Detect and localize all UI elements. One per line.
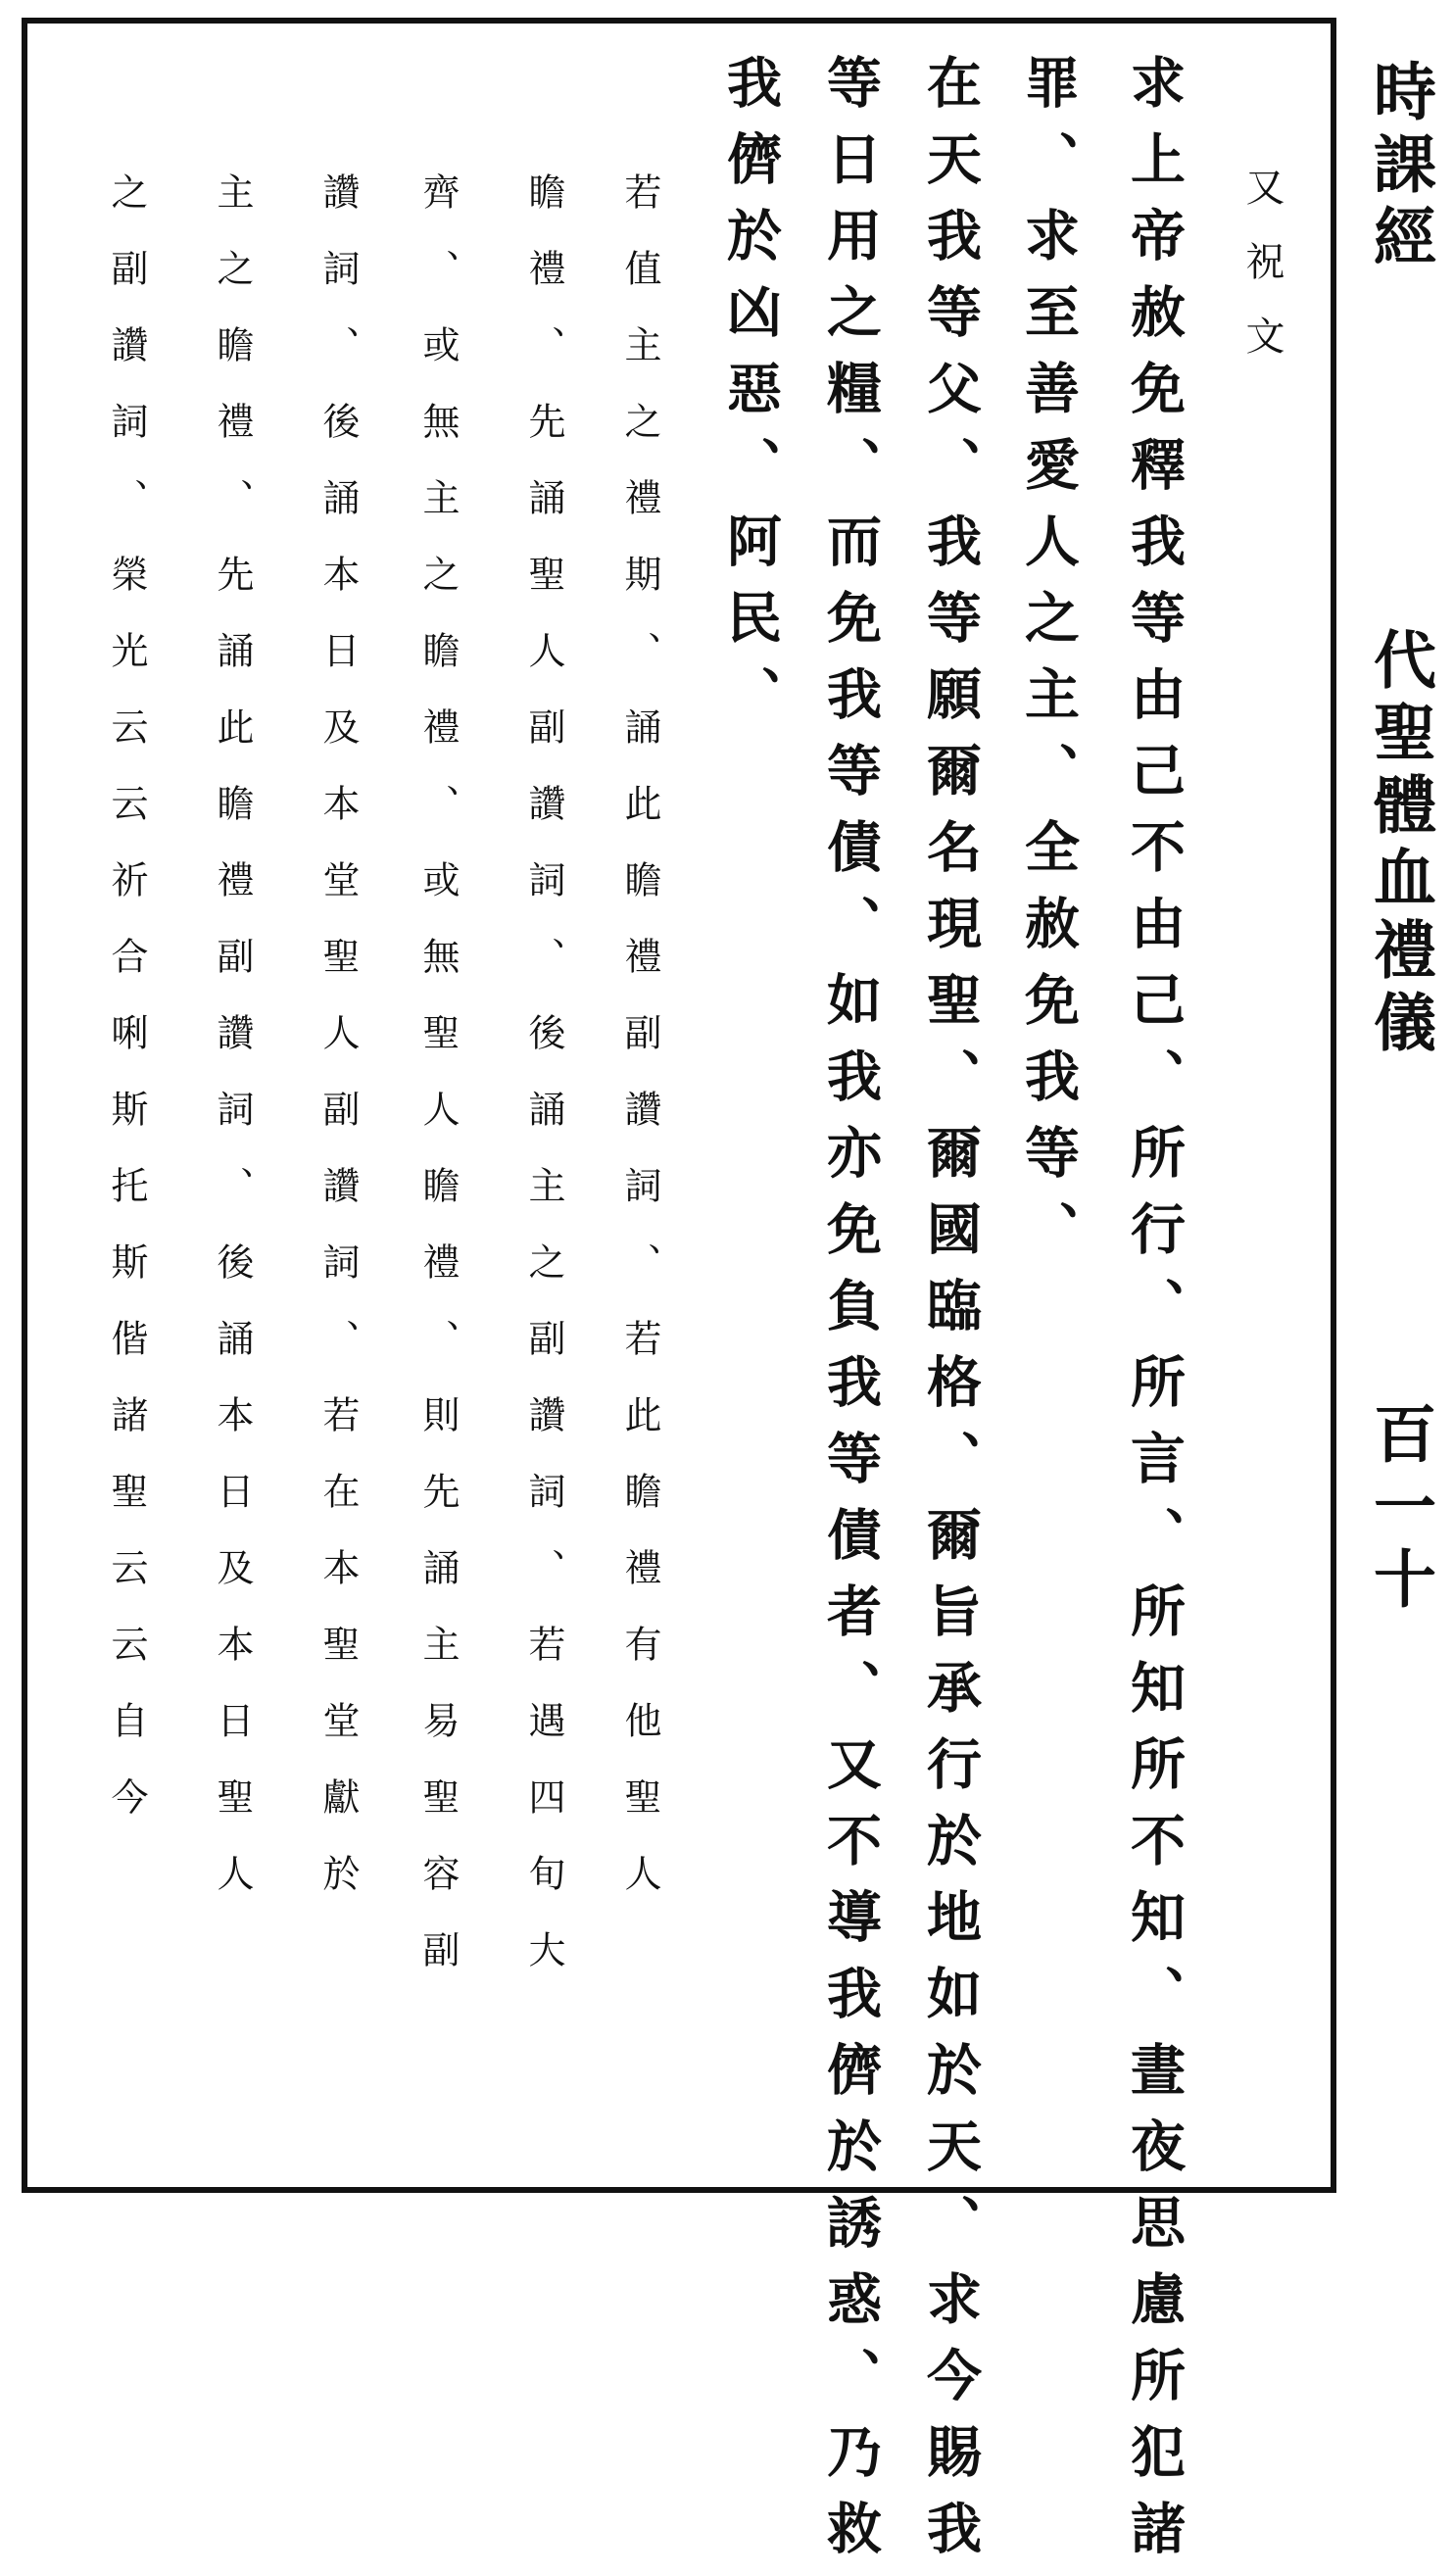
rubric-line-2: 瞻禮、先誦聖人副讚詞、後誦主之副讚詞、若遇四旬大	[522, 172, 565, 2007]
rubric-line-1: 若值主之禮期、誦此瞻禮副讚詞、若此瞻禮有他聖人	[618, 172, 661, 1930]
prayer-heading: 又祝文	[1239, 167, 1284, 390]
rubric-line-3: 齊、或無主之瞻禮、或無聖人瞻禮、則先誦主易聖容副	[416, 172, 460, 2007]
main-text-line-1: 求上帝赦免釋我等由己不由己、所行、所言、所知所不知、晝夜思慮所犯諸	[1122, 54, 1187, 2576]
rubric-line-6: 之副讚詞、榮光云云祈合唎斯托斯偕諸聖云云自今	[105, 172, 148, 1854]
book-title: 時課經	[1363, 59, 1436, 276]
main-text-line-4: 等日用之糧、而免我等債、如我亦免負我等債者、又不導我儕於誘惑、乃救	[818, 54, 883, 2576]
main-text-line-3: 在天我等父、我等願爾名現聖、爾國臨格、爾旨承行於地如於天、求今賜我	[918, 54, 983, 2576]
section-title: 代聖體血禮儀	[1363, 627, 1436, 1062]
main-text-line-2: 罪、求至善愛人之主、全赦免我等、	[1016, 54, 1081, 1277]
rubric-line-4: 讚詞、後誦本日及本堂聖人副讚詞、若在本聖堂獻於	[316, 172, 360, 1930]
rubric-line-5: 主之瞻禮、先誦此瞻禮副讚詞、後誦本日及本日聖人	[211, 172, 254, 1930]
page-number: 百一十	[1363, 1401, 1436, 1619]
main-text-line-5: 我儕於凶惡、阿民、	[718, 54, 783, 742]
